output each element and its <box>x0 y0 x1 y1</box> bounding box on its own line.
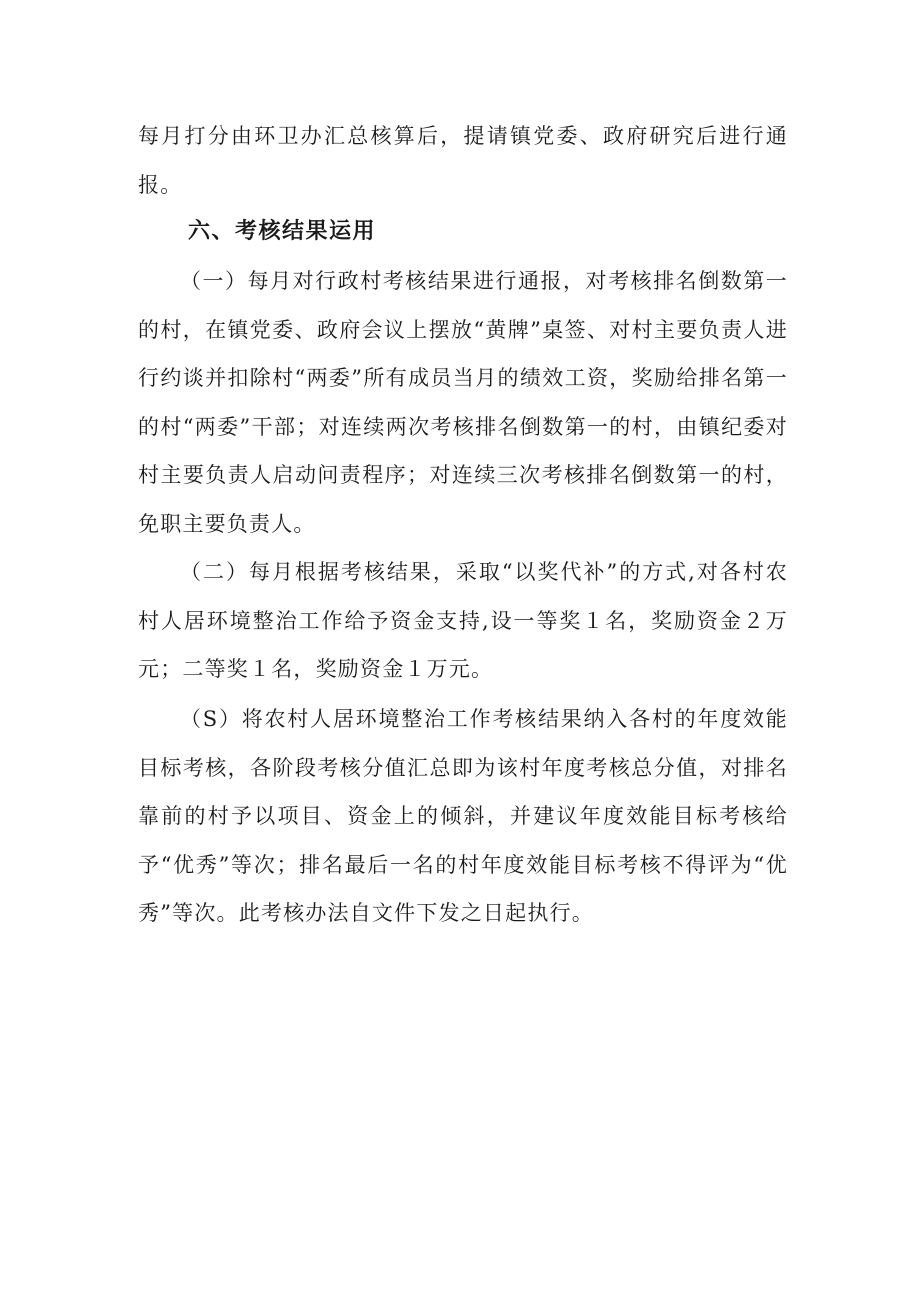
intro-paragraph: 每月打分由环卫办汇总核算后，提请镇党委、政府研究后进行通报。 <box>138 124 788 197</box>
paragraph-item-3: （S）将农村人居环境整治工作考核结果纳入各村的年度效能目标考核，各阶段考核分值汇总即为该村年度考核总分值，对排名靠前的村予以项目、资金上的倾斜，并建议年度效能目标考核给予“优秀”等次；排名最后一名的村年度效能目标考核不得评为“优秀”等次。此考核办法自文件下发之日起执行。 <box>138 707 788 926</box>
section-heading: 六、考核结果运用 <box>188 219 377 244</box>
paragraph-item-2: （二）每月根据考核结果，采取“以奖代补”的方式,对各村农村人居环境整治工作给予资金支持,设一等奖１名，奖励资金２万元；二等奖１名，奖励资金１万元。 <box>138 560 788 682</box>
paragraph-item-1: （一）每月对行政村考核结果进行通报，对考核排名倒数第一的村，在镇党委、政府会议上摆放“黄牌”桌签、对村主要负责人进行约谈并扣除村“两委”所有成员当月的绩效工资，奖励给排名第一的村“两委”干部；对连续两次考核排名倒数第一的村，由镇纪委对村主要负责人启动问责程序；对连续三次考核排名倒数第一的村，免职主要负责人。 <box>138 269 788 536</box>
